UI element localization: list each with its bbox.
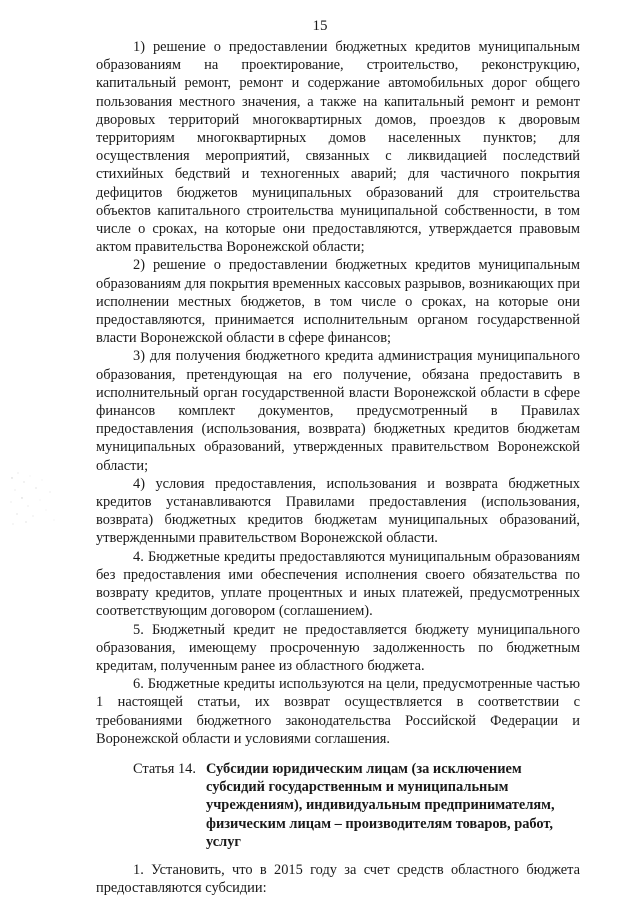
document-body (96, 38, 580, 897)
article-label: Статья 14. (133, 760, 196, 777)
scan-artifact (8, 470, 68, 530)
paragraph-item-3: 3) для получения бюджетного кредита администрация муниципального образования, претендующая на его получение, обязана предоставить в исполнительный орган государственной власти Воронежской области в сфере финансов комплект документов, предусмотренный в Правилах предоставления (использования, возврата) бюджетных кредитов бюджетам муниципальных образований, утвержденных правительством Воронежской области; (96, 348, 580, 474)
article-heading (96, 760, 580, 851)
paragraph-section-4: 4. Бюджетные кредиты предоставляются муниципальным образованиям без предоставления ими обеспечения исполнения своего обязательства по возврату кредитов, уплате процентных и иных платежей, предусмотренных соответствующим договором (соглашением). (96, 548, 580, 620)
paragraph-section-6: 6. Бюджетные кредиты используются на цели, предусмотренные частью 1 настоящей статьи, их возврат осуществляется в соответствии с требованиями бюджетного законодательства Российской Федерации и Воронежской области и условиями соглашения. (96, 676, 580, 747)
paragraph-section-5: 5. Бюджетный кредит не предоставляется бюджету муниципального образования, имеющему просроченную задолженность по бюджетным кредитам, полученным ранее из областного бюджета. (96, 621, 580, 674)
paragraph-item-1: 1) решение о предоставлении бюджетных кредитов муниципальным образованиям на проектирование, строительство, реконструкцию, капитальный ремонт, ремонт и содержание автомобильных дорог общего пользования местного значения, а также на капитальный ремонт и ремонт дворовых территорий многоквартирных домов, проездов к дворовым территориям многоквартирных домов населенных пунктов; для осуществления мероприятий, связанных с ликвидацией последствий стихийных бедствий и техногенных аварий; для частичного покрытия дефицитов бюджетов муниципальных образований для строительства объектов капитального строительства муниципальной собственности, в том числе о сроках, на которые они предоставляются, утверждается правовым актом правительства Воронежской области; (96, 39, 580, 256)
paragraph-item-2: 2) решение о предоставлении бюджетных кредитов муниципальным образованиям для покрытия временных кассовых разрывов, возникающих при исполнении местных бюджетов, в том числе о сроках, на которые они предоставляются, принимается исполнительным органом государственной власти Воронежской области в сфере финансов; (96, 257, 580, 347)
paragraph-article-14-item-1: 1. Установить, что в 2015 году за счет средств областного бюджета предоставляются субсидии: (96, 861, 580, 897)
article-title: Субсидии юридическим лицам (за исключением субсидий государственным и муниципальным учреждениям), индивидуальным предпринимателям, физическим лицам – производителям товаров, работ, услуг (206, 760, 555, 850)
paragraph-item-4: 4) условия предоставления, использования и возврата бюджетных кредитов устанавливаются Правилами предоставления (использования, возврата) бюджетных кредитов бюджетам муниципальных образований, утвержденными правительством Воронежской области. (96, 475, 580, 547)
page-number: 15 (312, 18, 328, 34)
